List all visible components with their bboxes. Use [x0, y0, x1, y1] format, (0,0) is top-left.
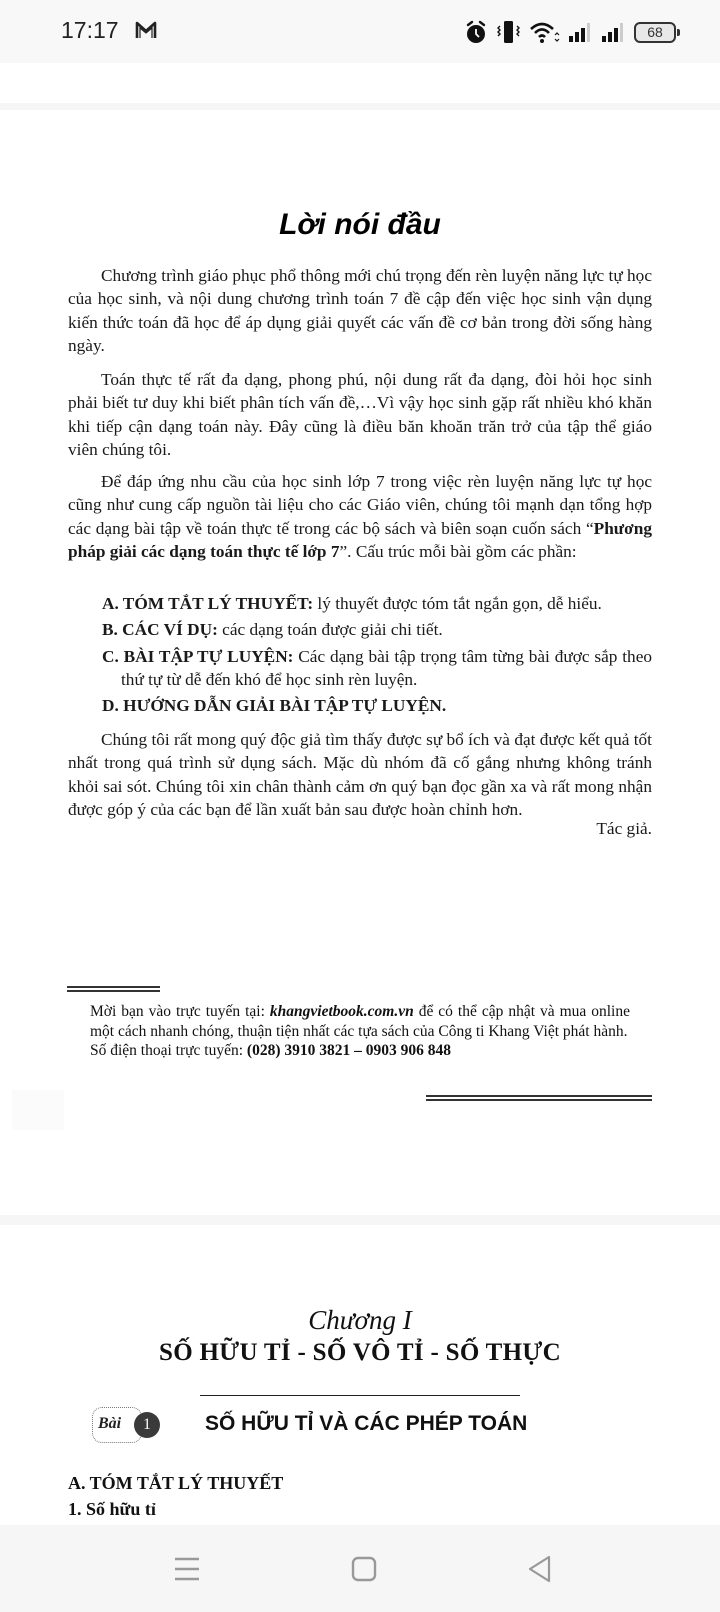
phone-label: Số điện thoại trực tuyến: — [90, 1042, 247, 1059]
structure-label: A. TÓM TẮT LÝ THUYẾT: — [102, 594, 314, 613]
battery-level: 68 — [647, 23, 663, 40]
battery-icon — [634, 22, 676, 43]
structure-item — [102, 592, 652, 615]
page-chapter-1 — [0, 1225, 720, 1545]
closing-paragraph: Chúng tôi rất mong quý độc giả tìm thấy được sự bổ ích và đạt được kết quả tốt nhất trong quá trình sử dụng sách. Mặc dù nhóm đã cố gắng nhưng không tránh khỏi sai sót. Chúng tôi xin chân thành cảm ơn quý bạn đọc gần xa và rất mong nhận được góp ý của các bạn để lần xuất bản sau được hoàn chỉnh hơn. — [68, 730, 652, 819]
divider — [200, 1395, 520, 1396]
promo-intro: Mời bạn vào trực tuyến tại: — [90, 1003, 270, 1020]
page-smudge — [12, 1090, 64, 1130]
structure-label: C. BÀI TẬP TỰ LUYỆN: — [102, 646, 294, 666]
signal-icon — [601, 20, 625, 44]
preface-title: Lời nói đầu — [279, 208, 441, 241]
chapter-subtitle: SỐ HỮU TỈ - SỐ VÔ TỈ - SỐ THỰC — [159, 1339, 561, 1366]
structure-text: các dạng toán được giải chi tiết. — [217, 620, 443, 640]
structure-item — [102, 645, 652, 692]
structure-item — [102, 618, 652, 641]
recent-apps-button[interactable] — [165, 1547, 209, 1591]
clock: 17:17 — [61, 17, 119, 43]
page-preface — [0, 110, 720, 1215]
document-viewer[interactable] — [0, 63, 720, 1525]
wifi-icon — [529, 20, 559, 44]
status-icons — [465, 19, 676, 45]
structure-label: B. CÁC VÍ DỤ: — [102, 620, 218, 640]
back-icon — [527, 1555, 553, 1583]
divider — [426, 1095, 652, 1101]
chapter-title: Chương I — [308, 1305, 412, 1335]
home-button[interactable] — [342, 1547, 386, 1591]
website-link[interactable]: khangvietbook.com.vn — [269, 1003, 414, 1020]
back-button[interactable] — [518, 1547, 562, 1591]
signal-icon — [568, 20, 592, 44]
navigation-bar — [0, 1525, 720, 1612]
structure-label: D. HƯỚNG DẪN GIẢI BÀI TẬP TỰ LUYỆN. — [102, 696, 447, 716]
gmail-icon — [135, 19, 157, 41]
structure-text: lý thuyết được tóm tắt ngắn gọn, dễ hiểu. — [313, 594, 602, 613]
previous-page — [0, 63, 720, 103]
preface-paragraph: Chương trình giáo phục phổ thông mới chú trọng đến rèn luyện năng lực tự học của học sinh, và nội dung chương trình toán 7 đề cập đến việc học sinh vận dụng kiến thức toán đã học để áp dụng giải quyết các vấn đề cơ bản trong đời sống hàng ngày. — [68, 266, 652, 355]
subsection-heading: 1. Số hữu tỉ — [68, 1499, 156, 1519]
structure-list — [102, 592, 652, 720]
status-bar — [0, 0, 720, 63]
preface-paragraph — [68, 470, 652, 563]
book-title: Phương pháp giải các dạng toán thực tế lớp 7 — [68, 518, 652, 561]
structure-text: Các dạng bài tập trọng tâm từng bài được sắp theo thứ tự từ dễ đến khó để học sinh rèn luyện. — [121, 646, 652, 689]
signature: Tác giả. — [596, 819, 652, 838]
alarm-icon — [465, 20, 487, 44]
divider — [67, 986, 160, 992]
promo-text: để có thể cập nhật và mua online một cách nhanh chóng, thuận tiện nhất các tựa sách của Công ti Khang Việt phát hành. — [90, 1003, 630, 1040]
lesson-number: 1 — [134, 1412, 160, 1438]
home-icon — [351, 1556, 377, 1582]
para-text: ”. Cấu trúc mỗi bài gồm các phần: — [339, 541, 577, 561]
phone-number: (028) 3910 3821 – 0903 906 848 — [246, 1042, 451, 1059]
lesson-label: Bài — [98, 1415, 122, 1432]
preface-paragraph: Toán thực tế rất đa dạng, phong phú, nội dung rất đa dạng, đòi hỏi học sinh phải biết tư duy khi biết phân tích vấn đề,…Vì vậy học sinh gặp rất nhiều khó khăn khi tiếp cận dạng toán này. Đây cũng là điều băn khoăn trăn trở của tập thể giáo viên chúng tôi. — [68, 370, 652, 459]
structure-item — [102, 694, 652, 717]
section-heading: A. TÓM TẮT LÝ THUYẾT — [68, 1473, 284, 1493]
lesson-title: SỐ HỮU TỈ VÀ CÁC PHÉP TOÁN — [205, 1412, 528, 1435]
menu-icon — [174, 1556, 200, 1582]
publisher-note — [90, 1002, 630, 1061]
para-text: Để đáp ứng nhu cầu của học sinh lớp 7 trong việc rèn luyện năng lực tự học cũng như cung cấp nguồn tài liệu cho các Giáo viên, chúng tôi mạnh dạn tổng hợp các dạng bài tập về toán thực tế trong các bộ sách và biên soạn cuốn sách “ — [68, 472, 652, 538]
vibrate-icon — [496, 20, 520, 44]
